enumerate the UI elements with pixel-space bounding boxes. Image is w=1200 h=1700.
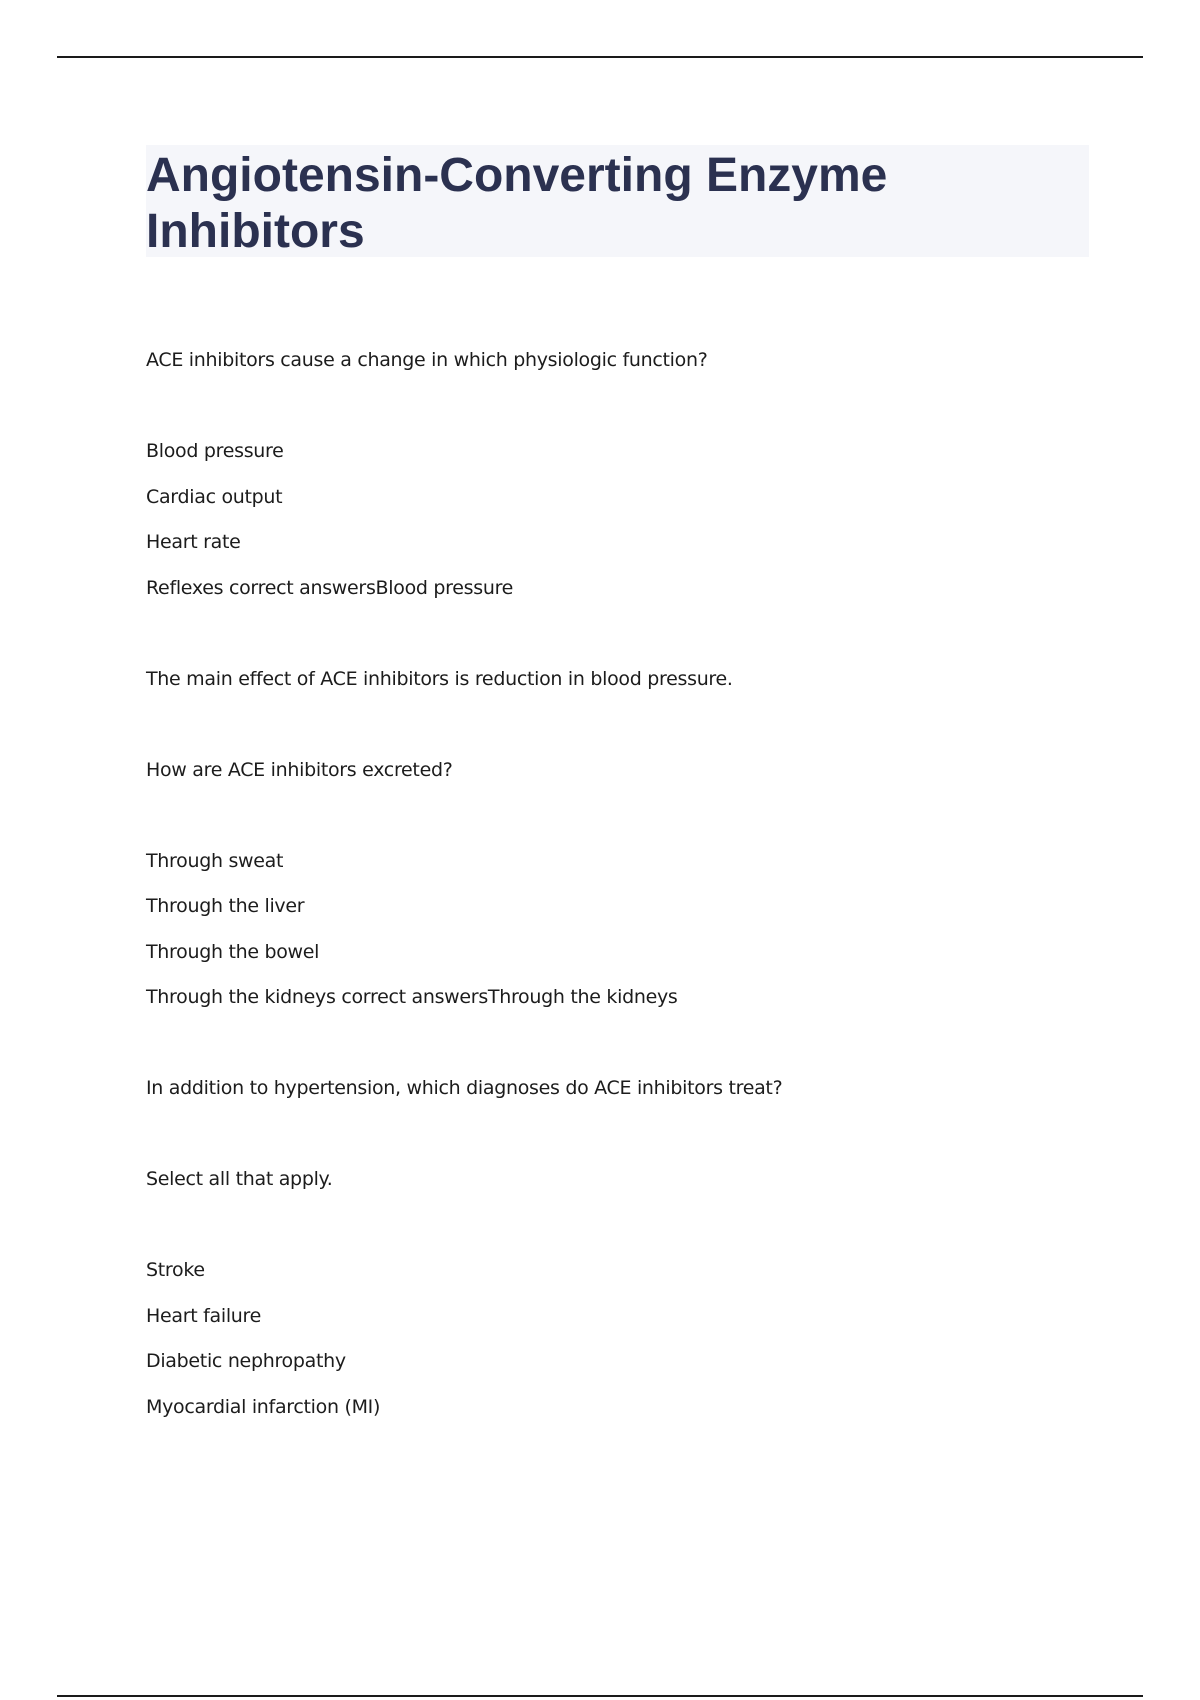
option-item: Stroke — [146, 1259, 205, 1281]
answer-line: Reflexes correct answersBlood pressure — [146, 577, 514, 599]
option-item: Heart rate — [146, 531, 241, 553]
option-item: Through the bowel — [146, 941, 320, 963]
option-item: Cardiac output — [146, 486, 283, 508]
question-3: In addition to hypertension, which diagnoses do ACE inhibitors treat? — [146, 1077, 783, 1099]
explanation: The main effect of ACE inhibitors is reduction in blood pressure. — [146, 668, 733, 690]
page-title: Angiotensin-Converting Enzyme Inhibitors — [146, 149, 888, 258]
option-item: Heart failure — [146, 1305, 262, 1327]
title-block — [146, 145, 1089, 257]
instruction: Select all that apply. — [146, 1168, 333, 1190]
question-2: How are ACE inhibitors excreted? — [146, 759, 453, 781]
bottom-divider — [57, 1695, 1143, 1697]
answer-line: Through the kidneys correct answersThrough the kidneys — [146, 986, 678, 1008]
option-item: Diabetic nephropathy — [146, 1350, 346, 1372]
option-item: Blood pressure — [146, 440, 284, 462]
top-divider — [57, 56, 1143, 58]
option-item: Through sweat — [146, 850, 284, 872]
option-item: Through the liver — [146, 895, 305, 917]
option-item: Myocardial infarction (MI) — [146, 1396, 381, 1418]
question-1: ACE inhibitors cause a change in which physiologic function? — [146, 349, 708, 371]
